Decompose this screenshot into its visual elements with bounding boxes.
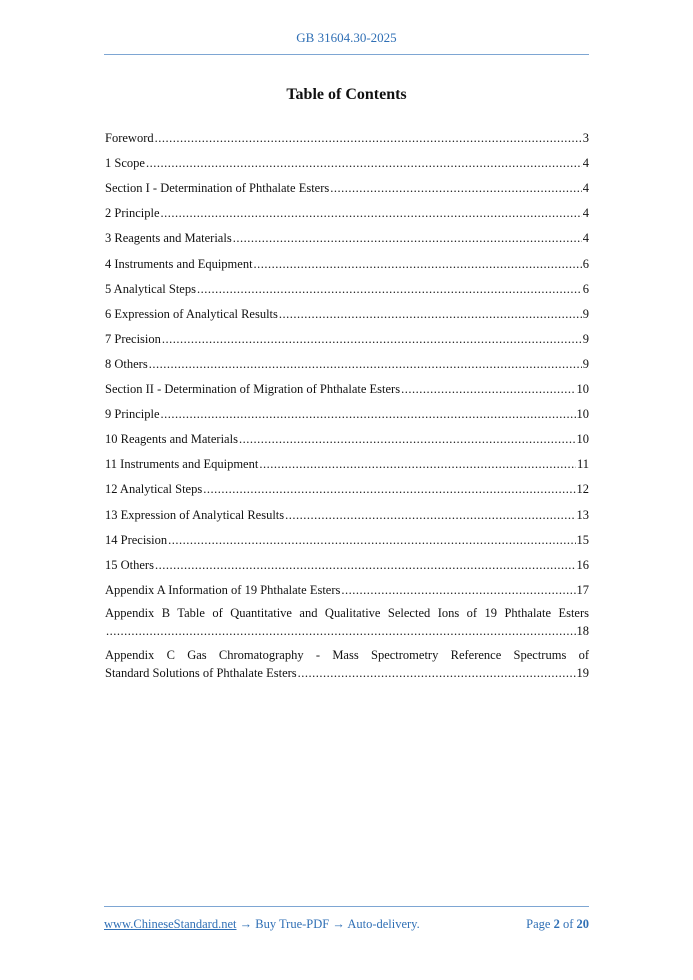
toc-entry-page: 10 xyxy=(576,432,589,447)
footer-promo xyxy=(104,917,420,932)
toc-entry-line2 xyxy=(105,664,589,682)
toc-entry-page: 13 xyxy=(576,507,589,522)
page-current: 2 xyxy=(553,917,560,931)
toc-entry-multiline[interactable] xyxy=(105,598,589,640)
toc-entry-page: 17 xyxy=(576,582,589,597)
toc-leader-dots xyxy=(161,406,576,422)
toc-leader-dots xyxy=(285,507,575,523)
site-link[interactable]: www.ChineseStandard.net xyxy=(104,917,237,931)
toc-entry[interactable] xyxy=(105,397,589,422)
page-counter xyxy=(526,917,589,932)
toc-entry-page: 9 xyxy=(582,306,589,321)
page-header xyxy=(104,26,589,55)
toc-entry-label: Foreword xyxy=(105,131,154,146)
toc-entry-label: Appendix A Information of 19 Phthalate Esters xyxy=(105,582,341,597)
toc-entry-label: 15 Others xyxy=(105,557,154,572)
toc-entry-label: 12 Analytical Steps xyxy=(105,482,203,497)
toc-entry-label: 2 Principle xyxy=(105,206,160,221)
toc-entry[interactable] xyxy=(105,272,589,297)
page-word: Page xyxy=(526,917,551,931)
toc-entry-label: 7 Precision xyxy=(105,331,161,346)
toc-leader-dots xyxy=(161,205,582,221)
toc-leader-dots xyxy=(155,557,576,573)
toc-entry[interactable] xyxy=(105,573,589,598)
arrow-icon: → xyxy=(239,917,253,931)
toc-leader-dots xyxy=(203,481,575,497)
toc-entry-label-line1: Appendix B Table of Quantitative and Qualitative Selected Ions of 19 Phthalate Esters xyxy=(105,605,589,620)
toc-entry-label: 10 Reagents and Materials xyxy=(105,432,238,447)
toc-leader-dots xyxy=(106,622,576,640)
toc-leader-dots xyxy=(341,582,575,598)
toc-entry[interactable] xyxy=(105,497,589,522)
toc-entry-page: 11 xyxy=(576,457,589,472)
toc-leader-dots xyxy=(155,130,582,146)
toc-entry[interactable] xyxy=(105,221,589,246)
toc-entry-page: 4 xyxy=(582,231,589,246)
toc-entry-label: 11 Instruments and Equipment xyxy=(105,457,259,472)
arrow-icon: → xyxy=(332,917,345,931)
toc-entry[interactable] xyxy=(105,297,589,322)
toc-leader-dots xyxy=(233,230,582,246)
toc-entry[interactable] xyxy=(105,196,589,221)
toc-entry-page: 6 xyxy=(582,256,589,271)
toc-leader-dots xyxy=(197,281,582,297)
toc-entry-label: 6 Expression of Analytical Results xyxy=(105,306,278,321)
toc-entry-page: 4 xyxy=(582,181,589,196)
toc-entry-page: 19 xyxy=(576,665,589,680)
toc-entry-label: 3 Reagents and Materials xyxy=(105,231,232,246)
toc-entry[interactable] xyxy=(105,171,589,196)
toc-entry[interactable] xyxy=(105,447,589,472)
toc-entry-label: 1 Scope xyxy=(105,156,145,171)
toc-leader-dots xyxy=(239,431,576,447)
toc-entry-label: Section I - Determination of Phthalate Esters xyxy=(105,181,330,196)
toc-entry[interactable] xyxy=(105,246,589,271)
toc-entry-page: 10 xyxy=(576,407,589,422)
toc-entry-label: 9 Principle xyxy=(105,407,160,422)
toc-entry-page: 16 xyxy=(576,557,589,572)
toc-entry-page: 6 xyxy=(582,281,589,296)
toc-entry-label: Section II - Determination of Migration of Phthalate Esters xyxy=(105,382,401,397)
toc-entry[interactable] xyxy=(105,548,589,573)
toc-entry-multiline[interactable] xyxy=(105,640,589,682)
toc-leader-dots xyxy=(259,456,576,472)
toc-entry[interactable] xyxy=(105,523,589,548)
toc-leader-dots xyxy=(330,180,582,196)
toc-entry-page: 3 xyxy=(582,131,589,146)
toc-entry[interactable] xyxy=(105,472,589,497)
toc-entry-line2 xyxy=(105,622,589,640)
buy-link[interactable]: Buy True-PDF xyxy=(255,917,330,931)
toc-entry[interactable] xyxy=(105,146,589,171)
toc-entry-page: 15 xyxy=(576,532,589,547)
toc-leader-dots xyxy=(162,331,582,347)
toc-entry-page: 12 xyxy=(576,482,589,497)
standard-code: GB 31604.30-2025 xyxy=(296,30,397,45)
page-total: 20 xyxy=(576,917,589,931)
page-footer xyxy=(104,906,589,932)
toc-entry[interactable] xyxy=(105,121,589,146)
toc-leader-dots xyxy=(168,532,575,548)
toc-entry-label: 4 Instruments and Equipment xyxy=(105,256,253,271)
toc-entry-label: 13 Expression of Analytical Results xyxy=(105,507,285,522)
of-word: of xyxy=(562,917,574,931)
toc-entry-label-line2: Standard Solutions of Phthalate Esters xyxy=(105,665,297,680)
toc-entry-page: 10 xyxy=(576,382,589,397)
toc-entry-label: 14 Precision xyxy=(105,532,168,547)
toc-entry-page: 9 xyxy=(582,331,589,346)
table-of-contents xyxy=(105,121,589,682)
toc-leader-dots xyxy=(298,664,576,682)
toc-entry-label: 8 Others xyxy=(105,356,148,371)
toc-leader-dots xyxy=(146,155,582,171)
toc-entry-page: 18 xyxy=(576,623,589,638)
toc-entry[interactable] xyxy=(105,347,589,372)
toc-entry[interactable] xyxy=(105,422,589,447)
toc-entry-page: 9 xyxy=(582,356,589,371)
toc-entry-page: 4 xyxy=(582,206,589,221)
toc-entry-label: 5 Analytical Steps xyxy=(105,281,196,296)
toc-entry-page: 4 xyxy=(582,156,589,171)
toc-entry[interactable] xyxy=(105,372,589,397)
toc-leader-dots xyxy=(254,256,582,272)
toc-leader-dots xyxy=(279,306,582,322)
delivery-text: Auto-delivery. xyxy=(347,917,420,931)
toc-leader-dots xyxy=(401,381,575,397)
page-title: Table of Contents xyxy=(286,86,407,103)
toc-entry-label-line1: Appendix C Gas Chromatography - Mass Spectrometry Reference Spectrums of xyxy=(105,647,589,662)
toc-leader-dots xyxy=(149,356,582,372)
toc-entry[interactable] xyxy=(105,322,589,347)
